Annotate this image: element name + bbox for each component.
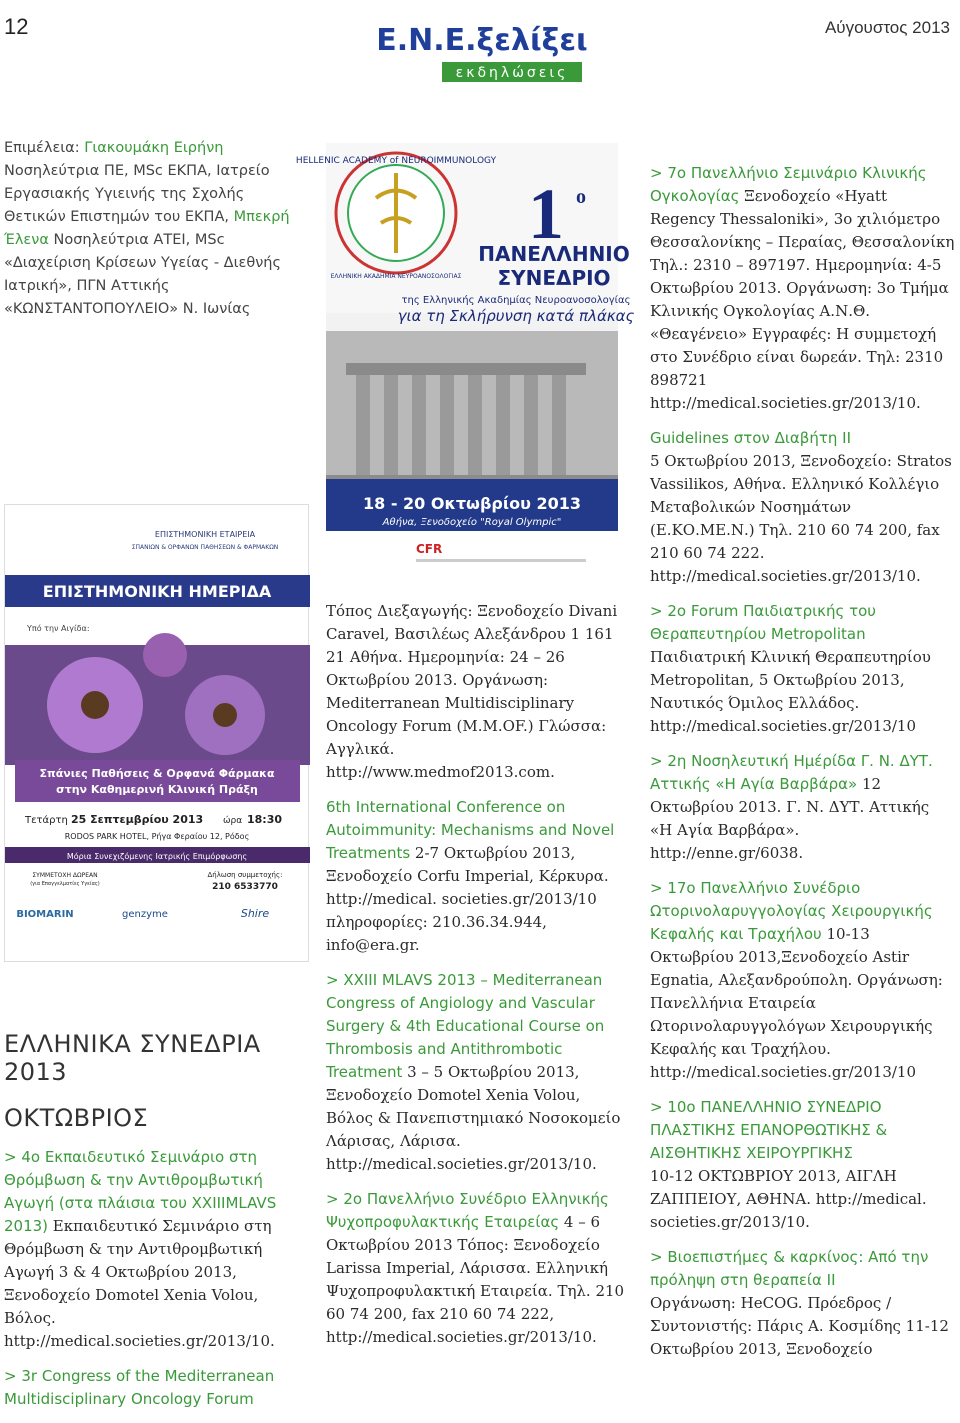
svg-text:Shire: Shire — [240, 907, 270, 920]
svg-text:εκδηλώσεις: εκδηλώσεις — [455, 65, 569, 81]
enexelixei-logo — [376, 6, 588, 84]
event-item: > 3r Congress of the Mediterranean Multidisciplinary Oncology Forum — [4, 1367, 275, 1408]
svg-text:ΣΠΑΝΙΩΝ & ΟΡΦΑΝΩΝ ΠΑΘΗΣΕΩΝ & Φ: ΣΠΑΝΙΩΝ & ΟΡΦΑΝΩΝ ΠΑΘΗΣΕΩΝ & ΦΑΡΜΑΚΩΝ — [131, 544, 279, 551]
svg-text:BIOMARIN: BIOMARIN — [16, 909, 74, 920]
event-item: > 2ο Πανελλήνιο Συνέδριο Ελληνικής Ψυχοπροφυλακτικής Εταιρείας 4 – 6 Οκτωβρίου 2013 Τόπος: Ξενοδοχείο Larissa Imperial, Λάρισσα. Ελληνική Ψυχοπροφυλακτική Εταιρεία. Τηλ. 210 60 74 200, fax 210 60 74 222, http://medical.societies.gr/2013/10. — [326, 1190, 625, 1346]
svg-text:(για Επαγγελματίες Υγείας): (για Επαγγελματίες Υγείας) — [30, 881, 100, 887]
svg-text:Σπάνιες Παθήσεις & Ορφανά Φάρμ: Σπάνιες Παθήσεις & Ορφανά Φάρμακα — [39, 767, 275, 780]
event-item: > 2η Νοσηλευτική Ημέρίδα Γ. Ν. ΔΥΤ. Αττικής «Η Αγία Βαρβάρα» 12 Οκτωβρίου 2013. Γ. Ν. ΔΥΤ. Αττικής «Η Αγία Βαρβάρα». http://enne.gr/6038. — [650, 752, 933, 862]
svg-text:RODOS PARK HOTEL, Ρήγα Φεραίου: RODOS PARK HOTEL, Ρήγα Φεραίου 12, Ρόδος — [64, 832, 250, 841]
svg-text:της Ελληνικής Ακαδημίας Νευροα: της Ελληνικής Ακαδημίας Νευροανοσολογίας — [401, 295, 631, 306]
svg-text:25 Σεπτεμβρίου 2013: 25 Σεπτεμβρίου 2013 — [71, 813, 204, 826]
svg-text:για τη Σκλήρυνση κατά πλάκας: για τη Σκλήρυνση κατά πλάκας — [397, 307, 635, 325]
issue-date: Αύγουστος 2013 — [824, 18, 950, 37]
congress-poster-neuroimmunology — [295, 143, 635, 601]
svg-text:Αθήνα, Ξενοδοχείο "Royal Olymp: Αθήνα, Ξενοδοχείο "Royal Olympic" — [382, 517, 562, 528]
page-number: 12 — [4, 14, 29, 39]
svg-text:18:30: 18:30 — [247, 813, 283, 826]
event-item: > Βιοεπιστήμες & καρκίνος: Από την πρόληψη στη θεραπεία ΙΙ Οργάνωση: HeCOG. Πρόεδρος / Συντονιστής: Πάρις Α. Κοσμίδης 11-12 Οκτωβρίου 2013, Ξενοδοχείο — [650, 1248, 949, 1358]
svg-text:genzyme: genzyme — [122, 909, 168, 920]
event-item: > 17ο Πανελλήνιο Συνέδριο Ωτορινολαρυγγολογίας Χειρουργικής Κεφαλής και Τραχήλου 10-13 Οκτωβρίου 2013,Ξενοδοχείο Astir Egnatia, Αλεξανδρούπολη. Οργάνωση: Πανελλήνια Εταιρεία Ωτορινολαρυγγολόγων Χειρουργικής Κεφαλής και Τραχήλου. http://medical.societies.gr/2013/10 — [650, 879, 943, 1081]
svg-text:1: 1 — [528, 174, 564, 254]
svg-text:Υπό την Αιγίδα:: Υπό την Αιγίδα: — [27, 624, 90, 633]
event-item: 6th International Conference on Autoimmunity: Mechanisms and Novel Treatments 2-7 Οκτωβρίου 2013, Ξενοδοχείο Corfu Imperial, Κέρκυρα. http://medical. societies.gr/2013/10 πληροφορίες: 210.36.34.944, info@era.gr. — [326, 798, 615, 954]
svg-text:Ε.Ν.Ε.ξελίξει: Ε.Ν.Ε.ξελίξει — [376, 23, 588, 58]
svg-text:Δήλωση συμμετοχής:: Δήλωση συμμετοχής: — [207, 871, 283, 879]
event-item: > 4ο Εκπαιδευτικό Σεμινάριο στη Θρόμβωση & την Αντιθρομβωτική Αγωγή (στα πλάισια του XXIIIMLAVS 2013) Εκπαιδευτικό Σεμινάριο στη Θρόμβωση & την Αντιθρομβωτική Αγωγή 3 & 4 Οκτωβρίου 2013, Ξενοδοχείο Domotel Xenia Volou, Βόλος. http://medical.societies.gr/2013/10. — [4, 1148, 277, 1350]
svg-text:CFR: CFR — [416, 542, 443, 556]
editor-credit: Επιμέλεια: Γιακουμάκη Ειρήνη Νοσηλεύτρια ΠΕ, MSc ΕΚΠΑ, Ιατρείο Εργασιακής Υγιεινής της Σχολής Θετικών Επιστημών του ΕΚΠΑ, Μπεκρή Έλενα Νοσηλεύτρια ΑΤΕΙ, MSc «Διαχείριση Κρίσεων Υγείας - Διεθνής Ιατρική», ΠΓΝ Αττικής «ΚΩΝΣΤΑΝΤΟΠΟΥΛΕΙΟ» Ν. Ιωνίας — [4, 140, 290, 317]
editor-name-1: Γιακουμάκη Ειρήνη — [84, 140, 224, 156]
event-item: Guidelines στον Διαβήτη ΙΙ 5 Οκτωβρίου 2013, Ξενοδοχείο: Stratos Vassilikos, Αθήνα. Ελληνικό Κολλέγιο Μεταβολικών Νοσημάτων (Ε.ΚΟ.ΜΕ.Ν.) Τηλ. 210 60 74 200, fax 210 60 74 222. http://medical.societies.gr/2013/10. — [650, 429, 952, 585]
svg-text:ΕΠΙΣΤΗΜΟΝΙΚΗ ΗΜΕΡΙΔΑ: ΕΠΙΣΤΗΜΟΝΙΚΗ ΗΜΕΡΙΔΑ — [42, 582, 272, 601]
editor-name-2: Μπεκρή Έλενα — [4, 209, 290, 248]
svg-text:στην Καθημερινή Κλινική Πράξη: στην Καθημερινή Κλινική Πράξη — [56, 783, 258, 796]
svg-text:ΠΑΝΕΛΛΗΝΙΟ: ΠΑΝΕΛΛΗΝΙΟ — [478, 242, 630, 266]
svg-text:ώρα: ώρα — [223, 816, 243, 826]
event-item: > 10ο ΠΑΝΕΛΛΗΝΙΟ ΣΥΝΕΔΡΙΟ ΠΛΑΣΤΙΚΗΣ ΕΠΑΝΟΡΘΩΤΙΚΗΣ & ΑΙΣΘΗΤΙΚΗΣ ΧΕΙΡΟΥΡΓΙΚΗΣ 10-12 ΟΚΤΩΒΡΙΟΥ 2013, ΑΙΓΛΗ ΖΑΠΠΕΙΟΥ, ΑΘΗΝΑ. http://medical. societies.gr/2013/10. — [650, 1098, 927, 1231]
event-item: > XXIII MLAVS 2013 – Mediterranean Congress of Angiology and Vascular Surgery & 4th Educational Course on Thrombosis and Antithrombotic Treatment 3 – 5 Οκτωβρίου 2013, Ξενοδοχείο Domotel Xenia Volou, Βόλος & Πανεπιστημιακό Νοσοκομείο Λάρισας, Λάρισα. http://medical.societies.gr/2013/10. — [326, 971, 621, 1173]
svg-text:HELLENIC ACADEMY of NEUROIMMUN: HELLENIC ACADEMY of NEUROIMMUNOLOGY — [295, 156, 497, 166]
svg-text:Τετάρτη: Τετάρτη — [25, 815, 68, 826]
svg-text:ΣΥΝΕΔΡΙΟ: ΣΥΝΕΔΡΙΟ — [497, 266, 611, 290]
section-heading-greek-congresses: ΕΛΛΗΝΙΚΑ ΣΥΝΕΔΡΙΑ 2013 — [4, 1030, 261, 1086]
section-heading-october: ΟΚΤΩΒΡΙΟΣ — [4, 1104, 149, 1132]
svg-text:210 6533770: 210 6533770 — [212, 882, 278, 892]
event-item: Τόπος Διεξαγωγής: Ξενοδοχείο Divani Caravel, Βασιλέως Αλεξάνδρου 1 161 21 Αθήνα. Ημερομηνία: 24 – 26 Οκτωβρίου 2013. Οργάνωση: Mediterranean Multidisciplinary Oncology Forum (M.M.OF.) Γλώσσα: Αγγλικά. http://www.medmof2013.com. — [326, 602, 618, 781]
svg-text:ΕΠΙΣΤΗΜΟΝΙΚΗ ΕΤΑΙΡΕΙΑ: ΕΠΙΣΤΗΜΟΝΙΚΗ ΕΤΑΙΡΕΙΑ — [154, 530, 256, 539]
event-item: > 7ο Πανελλήνιο Σεμινάριο Κλινικής Ογκολογίας Ξενοδοχείο «Hyatt Regency Thessaloniki», 3ο χιλιόμετρο Θεσσαλονίκης – Περαίας, Θεσσαλονίκη Τηλ.: 2310 – 897197. Ημερομηνία: 4-5 Οκτωβρίου 2013. Οργάνωση: 3ο Τμήμα Κλινικής Ογκολογίας Α.Ν.Θ. «Θεαγένειο» Εγγραφές: Η συμμετοχή στο Συνέδριο είναι δωρεάν. Τηλ: 2310 898721 http://medical.societies.gr/2013/10. — [650, 164, 955, 412]
svg-text:ΕΛΛΗΝΙΚΗ ΑΚΑΔΗΜΙΑ ΝΕΥΡΟΑΝΟΣΟΛΟ: ΕΛΛΗΝΙΚΗ ΑΚΑΔΗΜΙΑ ΝΕΥΡΟΑΝΟΣΟΛΟΓΙΑΣ — [330, 273, 462, 280]
svg-text:ο: ο — [576, 186, 586, 208]
svg-text:Μόρια Συνεχιζόμενης Ιατρικής Ε: Μόρια Συνεχιζόμενης Ιατρικής Επιμόρφωσης — [66, 852, 248, 861]
svg-text:18 - 20 Οκτωβρίου 2013: 18 - 20 Οκτωβρίου 2013 — [362, 494, 582, 513]
svg-text:ΣΥΜΜΕΤΟΧΗ ΔΩΡΕΑΝ: ΣΥΜΜΕΤΟΧΗ ΔΩΡΕΑΝ — [32, 872, 98, 879]
event-poster-rare-diseases — [4, 504, 309, 962]
event-item: > 2o Forum Παιδιατρικής του Θεραπευτηρίου Metropolitan Παιδιατρική Κλινική Θεραπευτηρίου Metropolitan, 5 Οκτωβρίου 2013, Ναυτικός Όμιλος Ελλάδος. http://medical.societies.gr/2013/10 — [650, 602, 931, 735]
